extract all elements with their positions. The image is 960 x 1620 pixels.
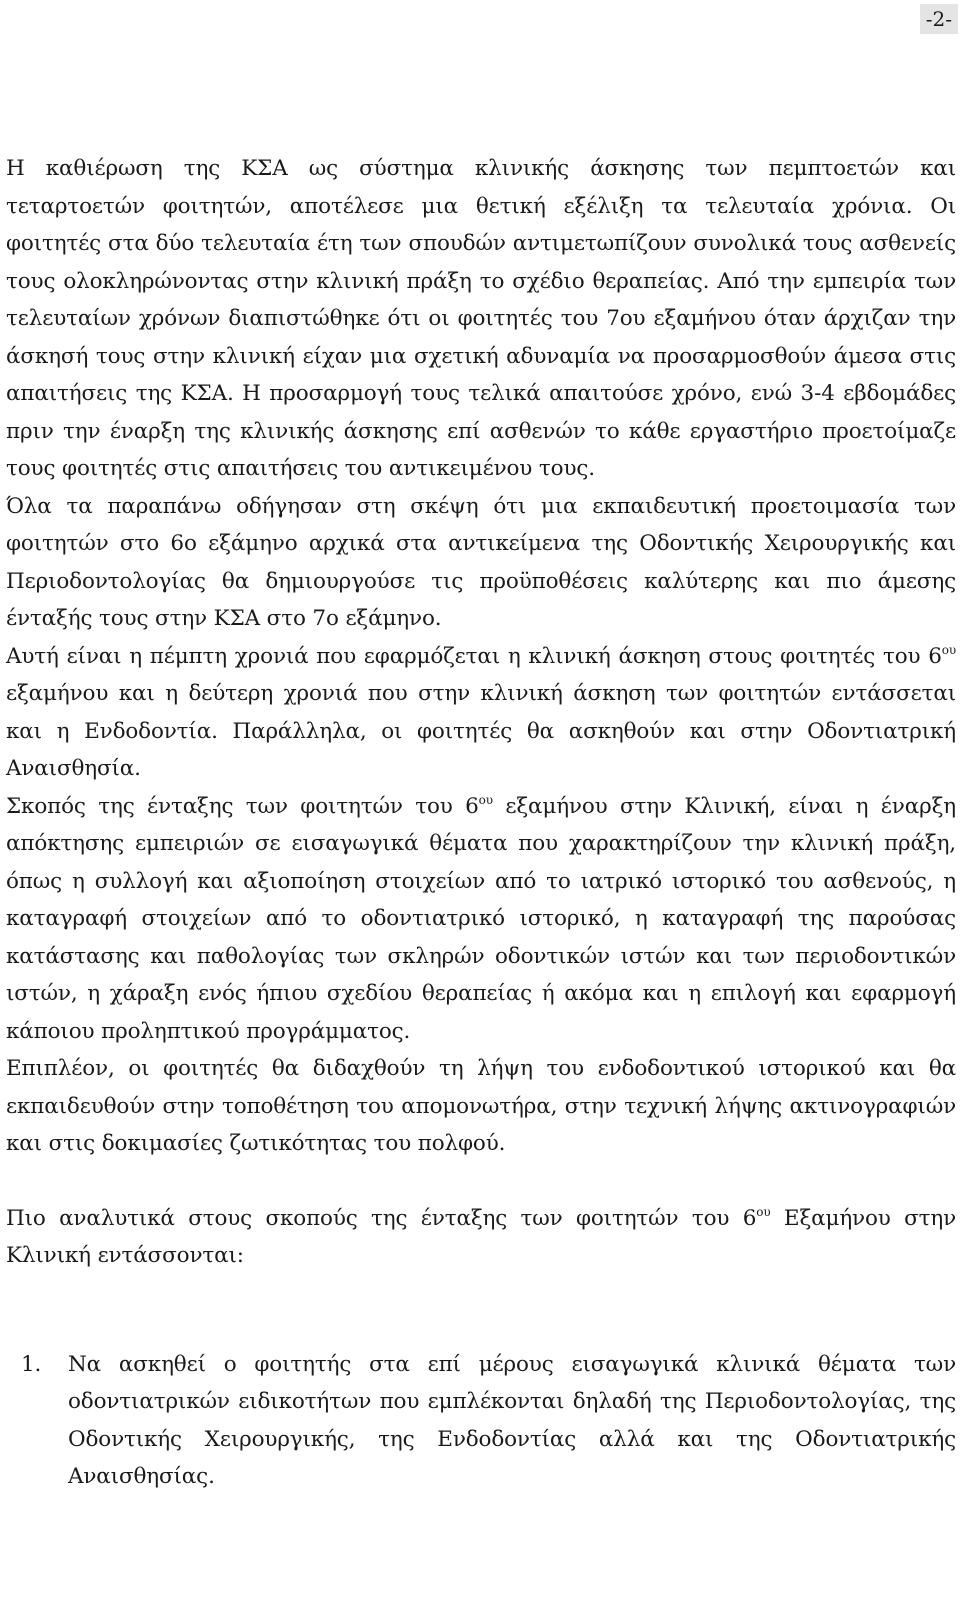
paragraph-purpose-text-a: Σκοπός της ένταξης των φοιτητών του 6 bbox=[6, 793, 479, 819]
page-number: -2- bbox=[920, 4, 958, 34]
list-item bbox=[6, 1346, 956, 1496]
numbered-list bbox=[6, 1346, 956, 1496]
ordinal-suffix: ου bbox=[756, 1204, 771, 1219]
paragraph-purpose-text-b: εξαμήνου στην Κλινική, είναι η έναρξη απόκτησης εμπειριών σε εισαγωγικά θέματα που χαρακτηρίζουν την κλινική πράξη, όπως η συλλογή και αξιοποίηση στοιχείων από το ιατρικό ιστορικό του ασθενούς, η καταγραφή στοιχείων από το οδοντιατρικό ιστορικό, η καταγραφή της παρούσας κατάστασης και παθολογίας των σκληρών οδοντικών ιστών και των περιοδοντικών ιστών, η χάραξη ενός ήπιου σχεδίου θεραπείας ή ακόμα και η επιλογή και εφαρμογή κάποιου προληπτικού προγράμματος. bbox=[6, 793, 956, 1044]
paragraph-spacer bbox=[6, 1275, 956, 1312]
ordinal-suffix: ου bbox=[941, 642, 956, 657]
paragraph-fifth-year-text-b: εξαμήνου και η δεύτερη χρονιά που στην κλινική άσκηση των φοιτητών εντάσσεται και η Ενδοδοντία. Παράλληλα, οι φοιτητές θα ασκηθούν και στην Οδοντιατρική Αναισθησία. bbox=[6, 681, 956, 781]
paragraph-spacer bbox=[6, 1163, 956, 1200]
paragraph-preparation: Όλα τα παραπάνω οδήγησαν στη σκέψη ότι μια εκπαιδευτική προετοιμασία των φοιτητών στο 6ο εξάμηνο αρχικά στα αντικείμενα της Οδοντικής Χειρουργικής και Περιοδοντολογίας θα δημιουργούσε τις προϋποθέσεις καλύτερης και πιο άμεσης ένταξής τους στην ΚΣΑ στο 7ο εξάμηνο. bbox=[6, 493, 956, 631]
paragraph-additionally: Επιπλέον, οι φοιτητές θα διδαχθούν τη λήψη του ενδοδοντικού ιστορικού και θα εκπαιδευθούν στην τοποθέτηση του απομονωτήρα, στην τεχνική λήψης ακτινογραφιών και στις δοκιμασίες ζωτικότητας του πολφού. bbox=[6, 1056, 956, 1156]
document-body bbox=[6, 150, 956, 1496]
paragraph-detailed-goals-text-b: Εξαμήνου στην Κλινική εντάσσονται: bbox=[6, 1205, 957, 1268]
paragraph-fifth-year-text-a: Αυτή είναι η πέμπτη χρονιά που εφαρμόζεται η κλινική άσκηση στους φοιτητές του 6 bbox=[6, 643, 942, 669]
list-item-text: Να ασκηθεί ο φοιτητής στα επί μέρους εισαγωγικά κλινικά θέματα των οδοντιατρικών ειδικοτήτων που εμπλέκονται δηλαδή της Περιοδοντολογίας, της Οδοντικής Χειρουργικής, της Ενδοδοντίας αλλά και της Οδοντιατρικής Αναισθησίας. bbox=[68, 1351, 956, 1489]
paragraph-purpose bbox=[6, 788, 956, 1051]
paragraph-intro: Η καθιέρωση της ΚΣΑ ως σύστημα κλινικής άσκησης των πεμπτοετών και τεταρτοετών φοιτητών, αποτέλεσε μια θετική εξέλιξη τα τελευταία χρόνια. Οι φοιτητές στα δύο τελευταία έτη των σπουδών αντιμετωπίζουν συνολικά τους ασθενείς τους ολοκληρώνοντας στην κλινική πράξη το σχέδιο θεραπείας. Από την εμπειρία των τελευταίων χρόνων διαπιστώθηκε ότι οι φοιτητές του 7ου εξαμήνου όταν άρχιζαν την άσκησή τους στην κλινική είχαν μια σχετική αδυναμία να προσαρμοσθούν άμεσα στις απαιτήσεις της ΚΣΑ. Η προσαρμογή τους τελικά απαιτούσε χρόνο, ενώ 3-4 εβδομάδες πριν την έναρξη της κλινικής άσκησης επί ασθενών το κάθε εργαστήριο προετοίμαζε τους φοιτητές στις απαιτήσεις του αντικειμένου τους. bbox=[6, 156, 956, 481]
ordinal-suffix: ου bbox=[478, 792, 493, 807]
paragraph-detailed-goals-text-a: Πιο αναλυτικά στους σκοπούς της ένταξης των φοιτητών του 6 bbox=[6, 1205, 757, 1231]
paragraph-fifth-year bbox=[6, 638, 956, 788]
paragraph-spacer bbox=[6, 1312, 956, 1346]
paragraph-detailed-goals bbox=[6, 1200, 956, 1275]
list-item-number: 1. bbox=[21, 1351, 42, 1377]
